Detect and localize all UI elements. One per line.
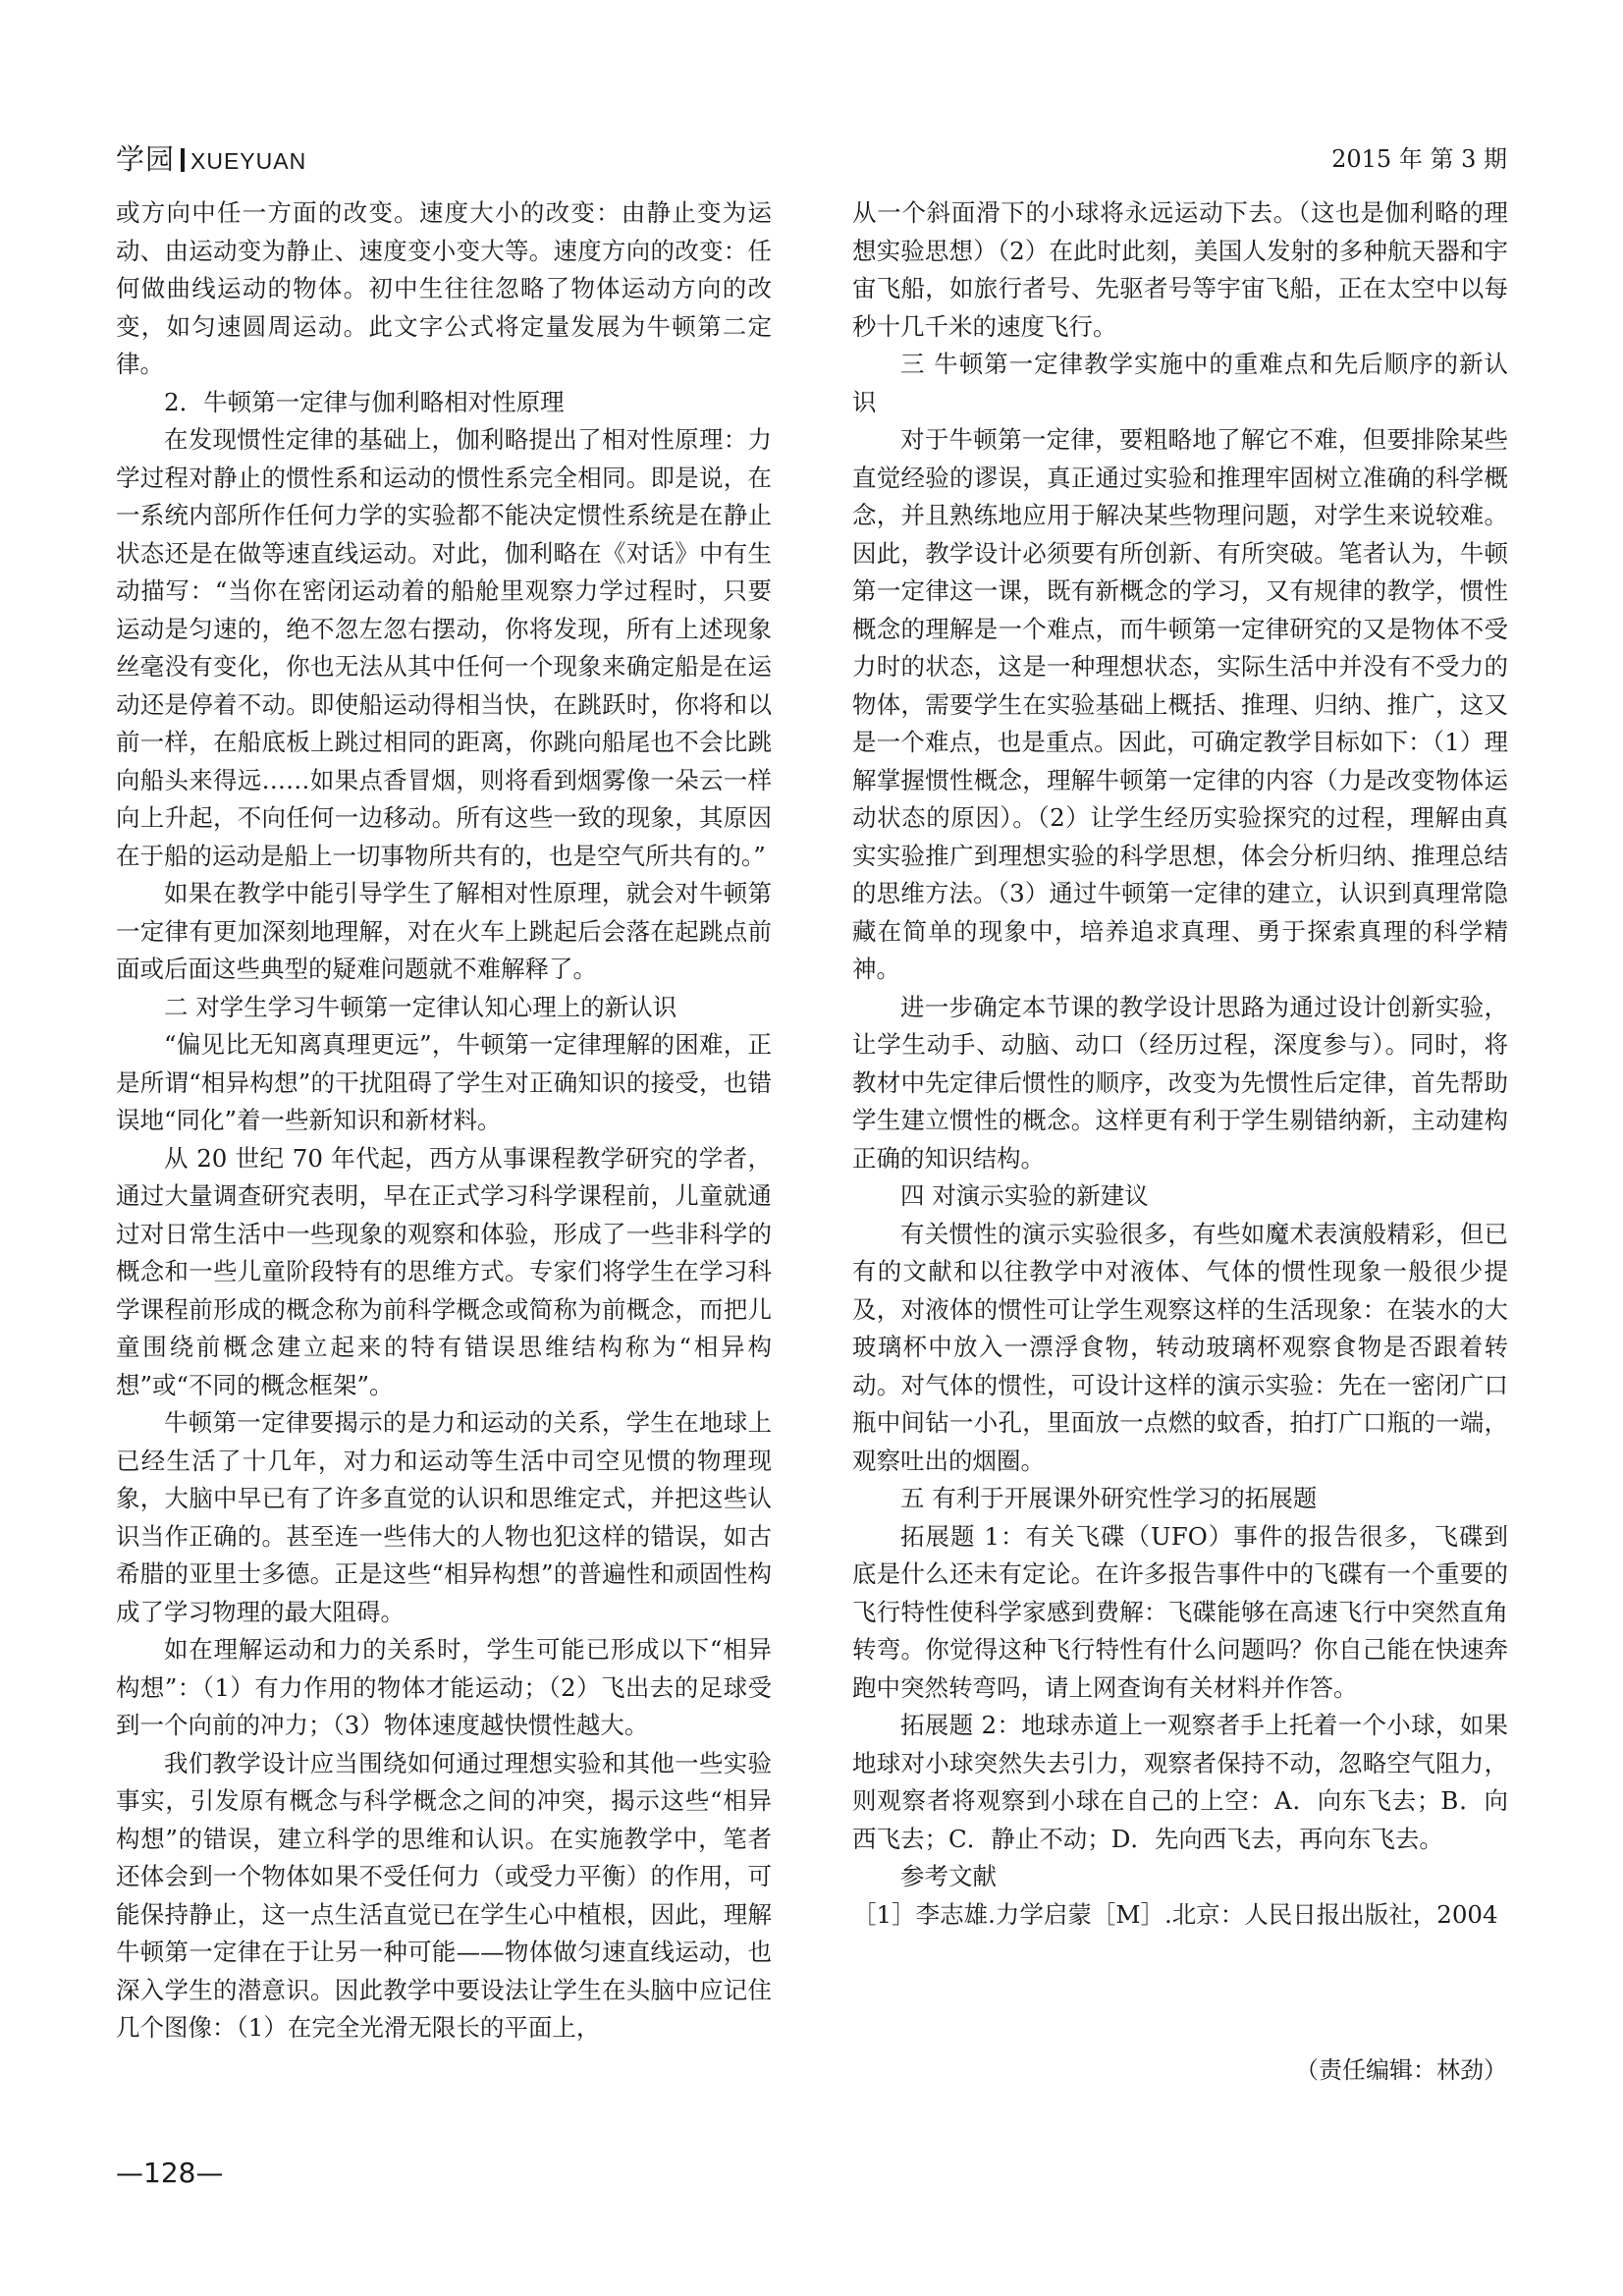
issue-number: 2015 年 第 3 期 <box>1331 145 1507 173</box>
journal-title-cn: 学园 <box>116 142 176 176</box>
paragraph: 进一步确定本节课的教学设计思路为通过设计创新实验，让学生动手、动脑、动口（经历过程，深度参与）。同时，将教材中先定律后惯性的顺序，改变为先惯性后定律，首先帮助学生建立惯性的概念。这样更有利于学生剔错纳新，主动建构正确的知识结构。 <box>852 992 1508 1173</box>
reference-item: ［1］李志雄.力学启蒙［M］.北京：人民日报出版社，2004 <box>852 1899 1498 1929</box>
paragraph: 在发现惯性定律的基础上，伽利略提出了相对性原理：力学过程对静止的惯性系和运动的惯性系完全相同。即是说，在一系统内部所作任何力学的实验都不能决定惯性系统是在静止状态还是在做等速直线运动。对此，伽利略在《对话》中有生动描写：“当你在密闭运动着的船舱里观察力学过程时，只要运动是匀速的，绝不忽左忽右摆动，你将发现，所有上述现象丝毫没有变化，你也无法从其中任何一个现象来确定船是在运动还是停着不动。即使船运动得相当快，在跳跃时，你将和以前一样，在船底板上跳过相同的距离，你跳向船尾也不会比跳向船头来得远……如果点香冒烟，则将看到烟雾像一朵云一样向上升起，不向任何一边移动。所有这些一致的现象，其原因在于船的运动是船上一切事物所共有的，也是空气所共有的。” <box>116 425 772 870</box>
journal-title <box>116 137 306 178</box>
page-header <box>116 137 1507 177</box>
paragraph: 牛顿第一定律要揭示的是力和运动的关系，学生在地球上已经生活了十几年，对力和运动等生活中司空见惯的物理现象，大脑中早已有了许多直觉的认识和思维定式，并把这些认识当作正确的。甚至连一些伟大的人物也犯这样的错误，如古希腊的亚里士多德。正是这些“相异构想”的普遍性和顽固性构成了学习物理的最大阻碍。 <box>116 1408 772 1626</box>
paragraph: “偏见比无知离真理更远”，牛顿第一定律理解的困难，正是所谓“相异构想”的干扰阻碍了学生对正确知识的接受，也错误地“同化”着一些新知识和新材料。 <box>116 1030 772 1134</box>
paragraph: 拓展题 1：有关飞碟（UFO）事件的报告很多，飞碟到底是什么还未有定论。在许多报告事件中的飞碟有一个重要的飞行特性使科学家感到费解：飞碟能够在高速飞行中突然直角转弯。你觉得这种飞行特性有什么问题吗？你自己能在快速奔跑中突然转弯吗，请上网查询有关材料并作答。 <box>852 1521 1508 1702</box>
paragraph: 或方向中任一方面的改变。速度大小的改变：由静止变为运动、由运动变为静止、速度变小变大等。速度方向的改变：任何做曲线运动的物体。初中生往往忽略了物体运动方向的改变，如匀速圆周运动。此文字公式将定量发展为牛顿第二定律。 <box>116 198 772 378</box>
section-heading: 2．牛顿第一定律与伽利略相对性原理 <box>164 387 565 416</box>
section-heading: 参考文献 <box>900 1862 997 1890</box>
section-heading: 三 牛顿第一定律教学实施中的重难点和先后顺序的新认识 <box>852 350 1508 416</box>
left-column <box>116 194 772 2048</box>
paragraph: 对于牛顿第一定律，要粗略地了解它不难，但要排除某些直觉经验的谬误，真正通过实验和推理牢固树立准确的科学概念，并且熟练地应用于解决某些物理问题，对学生来说较难。因此，教学设计必须要有所创新、有所突破。笔者认为，牛顿第一定律这一课，既有新概念的学习，又有规律的教学，惯性概念的理解是一个难点，而牛顿第一定律研究的又是物体不受力时的状态，这是一种理想状态，实际生活中并没有不受力的物体，需要学生在实验基础上概括、推理、归纳、推广，这又是一个难点，也是重点。因此，可确定教学目标如下：（1）理解掌握惯性概念，理解牛顿第一定律的内容（力是改变物体运动状态的原因）。（2）让学生经历实验探究的过程，理解由真实实验推广到理想实验的科学思想，体会分析归纳、推理总结的思维方法。（3）通过牛顿第一定律的建立，认识到真理常隐藏在简单的现象中，培养追求真理、勇于探索真理的科学精神。 <box>852 425 1508 983</box>
paragraph: 从 20 世纪 70 年代起，西方从事课程教学研究的学者，通过大量调查研究表明，早在正式学习科学课程前，儿童就通过对日常生活中一些现象的观察和体验，形成了一些非科学的概念和一些儿童阶段特有的思维方式。专家们将学生在学习科学课程前形成的概念称为前科学概念或简称为前概念，而把儿童围绕前概念建立起来的特有错误思维结构称为“相异构想”或“不同的概念框架”。 <box>116 1143 772 1399</box>
journal-title-en: XUEYUAN <box>190 148 307 174</box>
section-heading: 四 对演示实验的新建议 <box>900 1181 1149 1210</box>
paragraph: 如在理解运动和力的关系时，学生可能已形成以下“相异构想”：（1）有力作用的物体才能运动；（2）飞出去的足球受到一个向前的冲力；（3）物体速度越快惯性越大。 <box>116 1635 772 1739</box>
paragraph: 从一个斜面滑下的小球将永远运动下去。（这也是伽利略的理想实验思想）（2）在此时此刻，美国人发射的多种航天器和宇宙飞船，如旅行者号、先驱者号等宇宙飞船，正在太空中以每秒十几千米的速度飞行。 <box>852 198 1508 341</box>
section-heading: 五 有利于开展课外研究性学习的拓展题 <box>900 1484 1318 1512</box>
paragraph: 如果在教学中能引导学生了解相对性原理，就会对牛顿第一定律有更加深刻地理解，对在火车上跳起后会落在起跳点前面或后面这些典型的疑难问题就不难解释了。 <box>116 879 772 983</box>
paragraph: 有关惯性的演示实验很多，有些如魔术表演般精彩，但已有的文献和以往教学中对液体、气体的惯性现象一般很少提及，对液体的惯性可让学生观察这样的生活现象：在装水的大玻璃杯中放入一漂浮食物，转动玻璃杯观察食物是否跟着转动。对气体的惯性，可设计这样的演示实验：先在一密闭广口瓶中间钻一小孔，里面放一点燃的蚊香，拍打广口瓶的一端，观察吐出的烟圈。 <box>852 1219 1508 1475</box>
paragraph: 拓展题 2：地球赤道上一观察者手上托着一个小球，如果地球对小球突然失去引力，观察者保持不动，忽略空气阻力，则观察者将观察到小球在自己的上空：A．向东飞去；B．向西飞去；C．静止不动；D．先向西飞去，再向东飞去。 <box>852 1711 1508 1853</box>
page-number: —128— <box>116 2157 224 2189</box>
paragraph: 我们教学设计应当围绕如何通过理想实验和其他一些实验事实，引发原有概念与科学概念之间的冲突，揭示这些“相异构想”的错误，建立科学的思维和认识。在实施教学中，笔者还体会到一个物体如果不受任何力（或受力平衡）的作用，可能保持静止，这一点生活直觉已在学生心中植根，因此，理解牛顿第一定律在于让另一种可能——物体做匀速直线运动，也深入学生的潜意识。因此教学中要设法让学生在头脑中应记住几个图像：（1）在完全光滑无限长的平面上， <box>116 1748 772 2042</box>
responsible-editor: （责任编辑：林劲） <box>1295 2056 1507 2084</box>
section-heading: 二 对学生学习牛顿第一定律认知心理上的新认识 <box>164 992 677 1021</box>
title-divider <box>181 148 185 172</box>
right-column <box>852 194 1508 1934</box>
